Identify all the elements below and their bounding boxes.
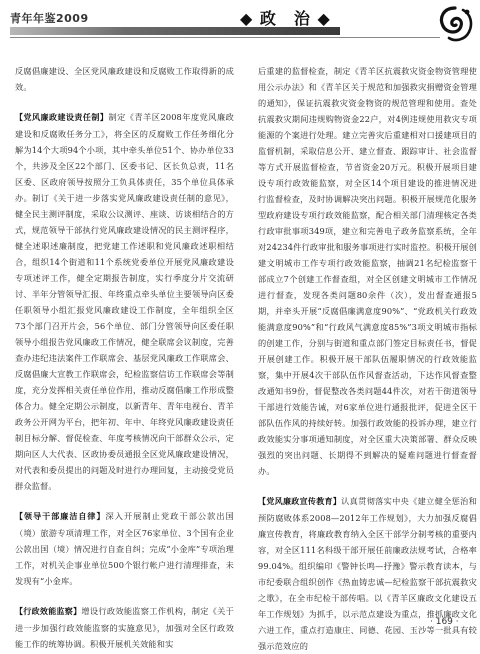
section-heading: 【党风廉政宣传教育】: [258, 497, 342, 506]
paragraph: 【党风廉政建设责任制】制定《青羊区2008年度党风廉政建设和反腐败任务分工》，将全区的反腐败工作任务细化分解为14个大项94个小项，其中牵头单位51个、协办单位33个，共涉及全区22个部门、区委书记、区长负总责，11名区委、区政府领导按照分工负具体责任，35个单位具体承办。制订《关于进一步落实党风廉政建设责任制的意见》，健全民主测评制度，采取公议测评、座谈、访谈相结合的方式，规范领导干部执行党风廉政建设情况的民主测评程序，健全述职述廉制度，把党建工作述职和党风廉政述职相结合，组织14个街道和11个系统党委单位开展党风廉政建设专项述评工作，健全定期报告制度，实行季度分片交流研讨、半年分管领导汇报、年终重点牵头单位主要领导向区委任职领导小组汇报党风廉政建设工作制度，全年组织全区73个部门召开片会，56个单位、部门分管领导向区委任职领导小组报告党风廉政工作情况，健全联席会议制度，完善查办违纪违法案件工作联席会、基层党风廉政工作联席会、反腐倡廉大宣教工作联席会，纪检监察信访工作联席会等制度，充分发挥相关责任单位作用，推动反腐倡廉工作形成整体合力。健全定期公示制度，以新青年、青年电视台、青羊政务公开网为平台，把年初、年中、年终党风廉政建设责任制目标分解、督促检查、年度考核情况向干部群众公示，定期向区人大代表、区政协委员通报全区党风廉政建设情况，对代表和委员提出的问题及时进行办理回复，主动接受党员群众监督。: [15, 112, 234, 491]
paragraph: 【领导干部廉洁自律】深入开展制止党政干部公款出国（境）旅游专项清理工作，对全区76家单位、3个国有企业公款出国（境）情况进行自查自纠；完成“小金库”专项治理工作，对机关企事业单位500个银行帐户进行清理排查，未发现有“小金库。: [15, 511, 234, 586]
left-column: [15, 63, 234, 652]
page-number: · 169 ·: [430, 617, 459, 627]
paragraph: 反腐倡廉建设、全区党风廉政建设和反腐败工作取得新的成效。: [15, 66, 234, 92]
right-column: [258, 63, 477, 654]
paragraph: 【行政效能监察】增设行政效能监察工作机构，制定《关于进一步加强行政效能监察的实施意见》，加强对全区行政效能工作的统筹协调。积极开展机关效能和实: [15, 606, 234, 649]
yearbook-title: 青年年鉴2009: [10, 12, 89, 25]
swirl-ornament-icon: [433, 2, 477, 46]
section-title: ◆ 政 治 ◆: [240, 9, 331, 28]
section-heading: 【领导干部廉洁自律】: [15, 512, 106, 521]
paragraph: 后重建的监督检查，制定《青羊区抗震救灾资金物资管理使用公示办法》和《青羊区关于规范和加强救灾捐赠资金管理的通知》，保证抗震救灾资金物资的规范管理和使用。查处抗震救灾期间违规购物资金22户，对4例违规使用救灾专项能源的个案进行处理。建立完善灾后重建相对口援建项目的监督机制，采取信息公开、建立督查、跟踪审计、社会监督等方式开展监督检查，节省资金20万元。积极开展项目建设专项行政效能监察，对全区14个项目建设的推进情况进行监督检查，及时协调解决突出问题。积极开展规范化服务型政府建设专项行政效能监察，配合相关部门清理核定各类行政审批事项349项，建立和完善电子政务监察系统，全年对24234件行政审批和服务事项进行实时监控。积极开展创建文明城市工作专项行政效能监察，抽调21名纪检监察干部成立7个创建工作督查组，对全区创建文明城市工作情况进行督查，发现各类问题80余件（次），发出督查通报5期，并牵头开展“反腐倡廉满意度90%”、“党政机关行政效能满意度90%”和“行政风气满意度85%”3项文明城市指标的创建工作，分别与街道和重点部门签定目标责任书，督促开展创建工作。积极开展干部队伍履职情况的行政效能监察，集中开展4次干部队伍作风督查活动，下达作风督查整改通知书9份，督促整改各类问题44件次，对若干街道领导干部进行效能告诫，对6家单位进行通报批评，促进全区干部队伍作风的持续好转。加强行政效能的投诉办理，建立行政效能实分事项通知制度，对全区重大决策部署、群众反映强烈的突出问题、长期得不到解决的疑难问题进行督查督办。: [258, 66, 477, 476]
header-divider: [10, 37, 440, 38]
section-heading: 【党风廉政建设责任制】: [15, 113, 109, 122]
paragraph: 【党风廉政宣传教育】认真贯彻落实中央《建立健全惩治和预防腐败体系2008—2012年工作规划》，大力加强反腐倡廉宣传教育，将廉政教育纳入全区干部学分制考核的重要内容，对全区111名科级干部开展任前廉政法规考试，合格率99.04%。组织编印《警钟长鸣—抒豫》警示教育读本，与市纪委联合组织创作《热血铸忠诚—纪检监察干部抗震救灾之歌》，在全市纪检干部传唱。以《青羊区廉政文化建设五年工作规划》为抓手，以示范点建设为重点，推抓廉政文化六进工作，重点打造康庄、同德、花园、玉沙等一批具有较强示范效应的: [258, 496, 477, 651]
page-header: [0, 0, 480, 50]
section-heading: 【行政效能监察】: [15, 607, 82, 616]
